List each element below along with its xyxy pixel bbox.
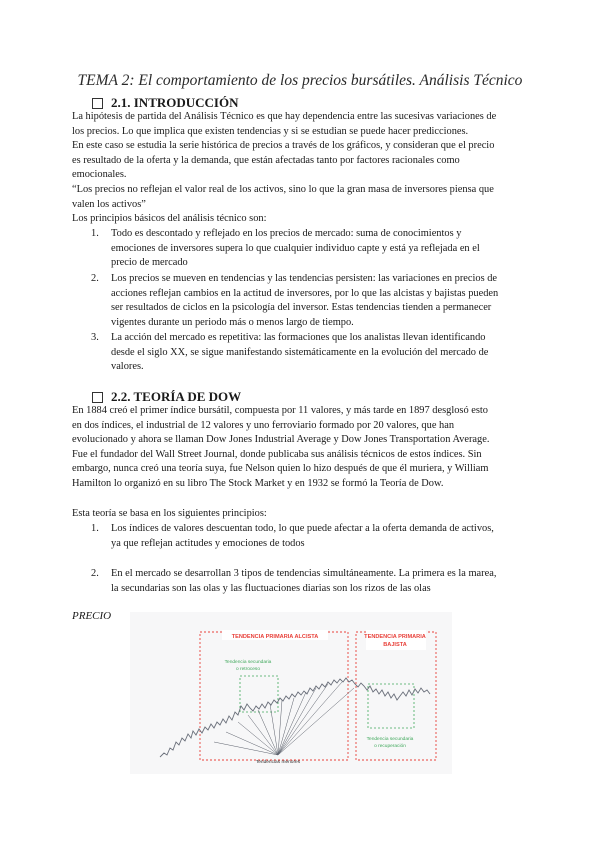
text-line: Fue el fundador del Wall Street Journal, donde publicaba sus análisis técnicos de estos índices. Sin xyxy=(72,448,482,460)
text-line: valen los activos” xyxy=(72,198,146,210)
section-heading-introduccion xyxy=(92,95,238,111)
text-line: emociones de inversores supera lo que cualquier individuo capte y está ya reflejada en el xyxy=(111,242,480,254)
text-line: en dos índices, el industrial de 12 valores y uno ferroviario formado por 20 valores, que han xyxy=(72,419,455,431)
text-line: Los principios básicos del análisis técnico son: xyxy=(72,213,267,225)
text-line: En este caso se estudia la serie histórica de precios a través de los gráficos, y consideran que el precio xyxy=(72,140,495,152)
list-number: 1. xyxy=(91,228,99,239)
dow-trend-figure xyxy=(130,612,452,774)
checkbox-icon xyxy=(92,98,103,109)
text-line: Todo es descontado y reflejado en los precios de mercado: suma de conocimientos y xyxy=(111,228,462,239)
secondary-retreat-label-2: o retroceso xyxy=(236,667,260,672)
list-number: 2. xyxy=(91,568,99,579)
text-line: ya que reflejan actitudes y emociones de todos xyxy=(111,537,305,549)
text-line: evolucionado y ahora se llaman Dow Jones Industrial Average y Dow Jones Transportation Average. xyxy=(72,434,490,446)
section-heading-text: 2.1. INTRODUCCIÓN xyxy=(111,95,239,110)
paragraph-principios xyxy=(72,507,532,522)
text-line: “Los precios no reflejan el valor real de los activos, sino lo que la gran masa de inversores piensa que xyxy=(72,183,494,195)
figure-axis-label: PRECIO xyxy=(72,610,112,622)
section-heading-text: 2.2. TEORÍA DE DOW xyxy=(111,389,242,404)
text-line: La hipótesis de partida del Análisis Técnico es que hay dependencia entre las sucesivas variaciones de xyxy=(72,111,497,122)
text-line: es resultado de la oferta y la demanda, que están afectadas tanto por factores racionales como xyxy=(72,154,460,166)
text-line: acciones reflejan cambios en la actitud de inversores, por lo que las alcistas y bajistas pueden xyxy=(111,287,499,299)
text-line: ser resultados de ciclos en la psicología del inversor. Estas tendencias tienden a permanecer xyxy=(111,302,492,314)
text-line: los precios. Lo que implica que existen tendencias y si se estudian se puede hacer predicciones. xyxy=(72,125,469,137)
text-line: precio de mercado xyxy=(111,257,188,269)
secondary-recovery-label-1: Tendencia secundaria xyxy=(366,737,414,742)
secondary-recovery-label-2: o recuperación xyxy=(374,744,406,749)
primary-down-label-1: TENDENCIA PRIMARIA xyxy=(364,634,426,640)
text-line: embargo, nunca creó una teoría suya, fue Nelson quien lo hizo después de que él muriera, y William xyxy=(72,463,489,475)
text-line: Hamilton lo organizó en su libro The Stock Market y en 1932 se formó la Teoría de Dow. xyxy=(72,477,444,489)
checkbox-icon xyxy=(92,392,103,403)
text-line: En 1884 creó el primer índice bursátil, compuesta por 11 valores, y más tarde en 1897 desglosó esto xyxy=(72,405,488,416)
text-line: la secundarias son las olas y las fluctuaciones diarias son los rizos de las olas xyxy=(111,582,431,594)
list-number: 3. xyxy=(91,332,99,343)
paragraph-dow xyxy=(72,404,532,492)
text-line: En el mercado se desarrollan 3 tipos de tendencias simultáneamente. La primera es la marea, xyxy=(111,568,497,579)
minor-trend-label: Tendencias menores xyxy=(255,760,301,765)
dow-trend-svg xyxy=(130,612,452,774)
paragraph-hipotesis xyxy=(72,110,532,227)
text-line: Esta teoría se basa en los siguientes principios: xyxy=(72,508,267,519)
text-line: Los índices de valores descuentan todo, lo que puede afectar a la oferta demanda de activos, xyxy=(111,523,494,534)
secondary-retreat-label-1: Tendencia secundaria xyxy=(224,660,272,665)
text-line: Los precios se mueven en tendencias y las tendencias persisten: las variaciones en precios de xyxy=(111,273,498,284)
primary-down-label-2: BAJISTA xyxy=(383,642,407,648)
list-number: 1. xyxy=(91,523,99,534)
section-heading-teoria-dow xyxy=(92,389,241,405)
list-number: 2. xyxy=(91,273,99,284)
text-line: valores. xyxy=(111,361,144,373)
primary-up-label: TENDENCIA PRIMARIA ALCISTA xyxy=(231,634,319,640)
text-line: La acción del mercado es repetitiva: las formaciones que los analistas llevan identificando xyxy=(111,332,486,343)
text-line: vigentes durante un periodo más o menos largo de tiempo. xyxy=(111,316,354,328)
text-line: emocionales. xyxy=(72,169,127,181)
text-line: desde el siglo XX, se sigue manifestando sistemáticamente en la evolución del mercado de xyxy=(111,346,489,358)
page-title: TEMA 2: El comportamiento de los precios bursátiles. Análisis Técnico xyxy=(77,72,523,89)
